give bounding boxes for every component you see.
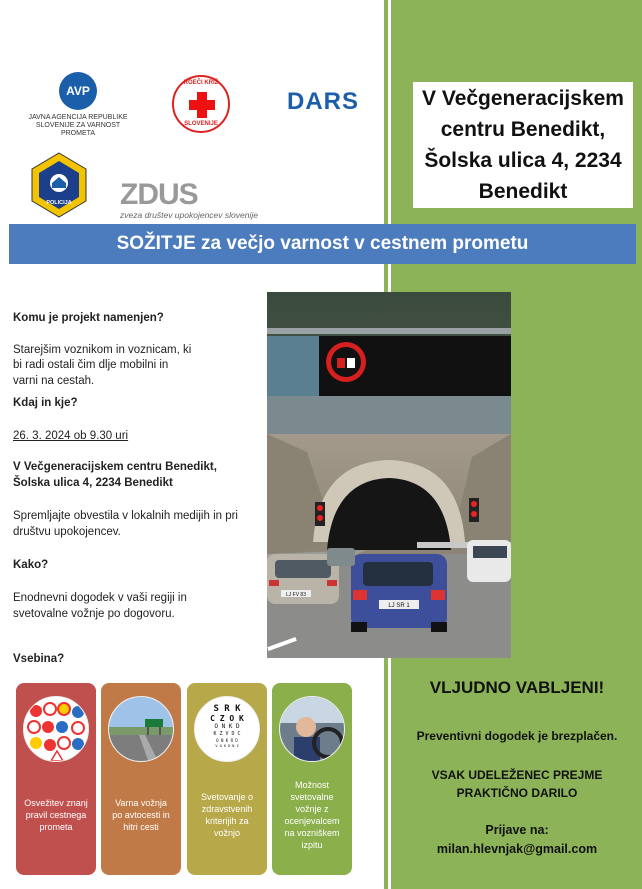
red-cross-logo	[172, 75, 230, 133]
car-plate-center: LJ SR 1	[388, 603, 410, 609]
zdus-logo-text: zveza društev upokojencev slovenije	[120, 210, 258, 220]
driver-icon	[279, 696, 345, 762]
eye-chart-icon	[194, 696, 260, 762]
zdus-mark-text: ZDUS	[120, 178, 198, 211]
card-caption-line: Možnost	[294, 780, 329, 790]
card-caption-line: pravil cestnega	[25, 810, 87, 820]
answer-line: varni na cestah.	[13, 375, 95, 387]
zdus-logo	[120, 180, 258, 220]
content-card-highway	[101, 683, 181, 875]
content-card-health	[187, 683, 267, 875]
title-banner	[9, 224, 636, 264]
eye-chart-row: O N K R D	[216, 738, 238, 743]
card-caption-line: prometa	[39, 822, 73, 832]
signup-email[interactable]: milan.hlevnjak@gmail.com	[436, 842, 598, 856]
card-caption-line: svetovalne	[290, 792, 334, 802]
card-caption-line: izpitu	[301, 840, 323, 850]
card-caption-line: hitri cesti	[123, 822, 159, 832]
avp-logo-text: JAVNA AGENCIJA REPUBLIKE SLOVENIJE ZA VARNOST PROMETA	[28, 114, 128, 137]
location-box	[413, 82, 633, 208]
tunnel-road-image	[267, 292, 511, 658]
tunnel-photo	[267, 292, 511, 658]
free-event-note: Preventivni dogodek je brezplačen.	[416, 729, 618, 743]
card-caption-line: kriterijih za	[205, 816, 249, 826]
police-logo	[30, 152, 88, 218]
eye-chart-row: O N K D	[214, 723, 240, 730]
follow-line: društvu upokojencev.	[13, 526, 121, 538]
highway-icon	[108, 696, 174, 762]
traffic-signs-icon	[23, 696, 89, 762]
page-title: SOŽITJE za večjo varnost v cestnem prometu	[116, 233, 529, 254]
eye-chart-row: V O K D N Z	[215, 744, 239, 748]
follow-line: Spremljajte obvestila v lokalnih medijih in pri	[13, 510, 238, 522]
answer-line: svetovalne vožnje po dogovoru.	[13, 608, 175, 620]
eye-chart-row: K Z V D C	[213, 731, 241, 737]
venue-line: Šolska ulica 4, 2234 Benedikt	[13, 477, 173, 489]
question-when-where: Kdaj in kje?	[13, 397, 78, 409]
eye-chart-row: C Z O K	[210, 714, 244, 723]
avp-logo-mark: AVP	[59, 72, 97, 110]
gift-line: PRAKTIČNO DARILO	[456, 786, 578, 800]
location-text: V Večgeneracijskem centru Benedikt, Šolska ulica 4, 2234 Benedikt	[422, 87, 624, 203]
event-date: 26. 3. 2024 ob 9.30 uri	[13, 430, 129, 442]
answer-line: Starejšim voznikom in voznicam, ki	[13, 344, 192, 356]
police-text: POLICIJA	[46, 200, 72, 206]
police-badge-icon	[30, 152, 88, 218]
card-caption-line: vožnje z	[295, 804, 329, 814]
card-caption-line: zdravstvenih	[201, 804, 253, 814]
zdus-logo-mark	[120, 180, 258, 210]
eye-chart-row: S R K	[213, 704, 241, 714]
card-caption-line: vožnjo	[213, 828, 240, 838]
answer-line: Enodnevni dogodek v vaši regiji in	[13, 592, 187, 604]
content-card-driving-test	[272, 683, 352, 875]
content-card-rules	[16, 683, 96, 875]
card-caption-line: na vozniškem	[284, 828, 340, 838]
gift-line: VSAK UDELEŽENEC PREJME	[431, 768, 603, 782]
question-target-audience: Komu je projekt namenjen?	[13, 312, 164, 324]
signup-label: Prijave na:	[485, 823, 549, 837]
car-plate-left: LJ FV 83	[285, 592, 307, 598]
dars-logo: DARS	[287, 88, 360, 115]
question-how: Kako?	[13, 559, 49, 571]
venue-line: V Večgeneracijskem centru Benedikt,	[13, 461, 217, 473]
card-caption-line: Osvežitev znanj	[24, 798, 88, 808]
red-cross-bottom-text: SLOVENIJE	[184, 121, 218, 127]
card-caption-line: ocenjevalcem	[284, 816, 340, 826]
invitation-heading: VLJUDNO VABLJENI!	[429, 678, 605, 697]
card-caption-line: po avtocesti in	[112, 810, 170, 820]
avp-logo	[28, 72, 128, 138]
red-cross-top-text: ROEČI KRIŽ	[183, 80, 219, 86]
answer-line: bi radi ostali čim dlje mobilni in	[13, 359, 169, 371]
question-content: Vsebina?	[13, 653, 65, 665]
card-caption-line: Varna vožnja	[115, 798, 167, 808]
card-caption-line: Svetovanje o	[200, 792, 254, 802]
